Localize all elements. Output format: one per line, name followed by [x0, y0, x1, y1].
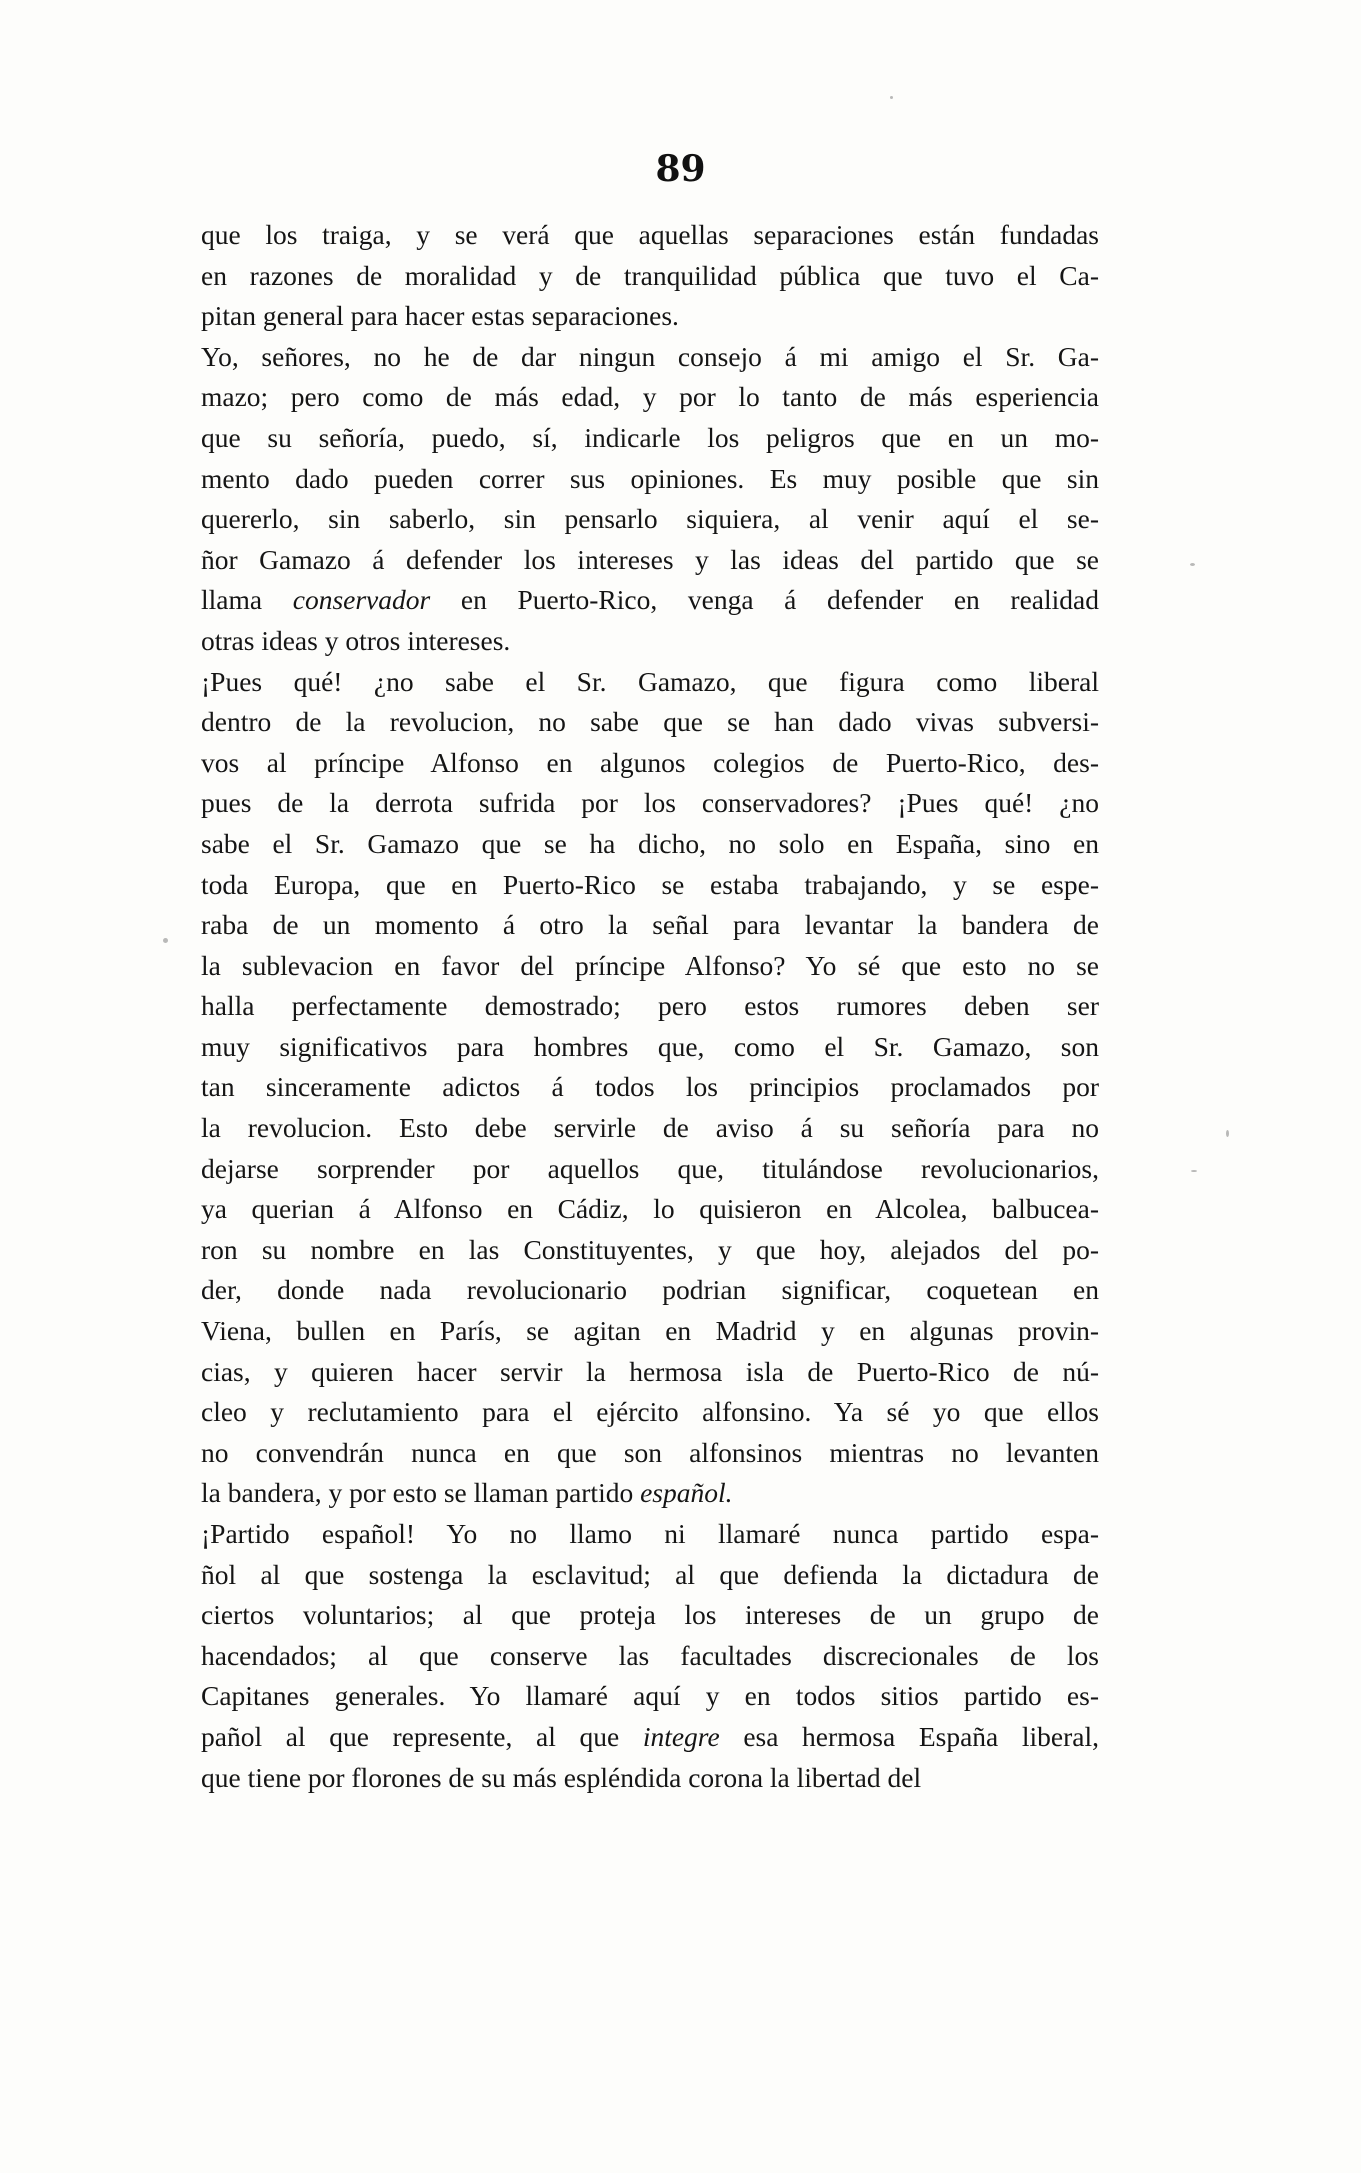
text-line: que los traiga, y se verá que aquellas separaciones están fundadas	[201, 219, 1099, 250]
text-line: pitan general para hacer estas separaciones.	[201, 300, 679, 332]
scan-speck	[1190, 563, 1195, 566]
text-line: Viena, bullen en París, se agitan en Madrid y en algunas provin-	[201, 1315, 1099, 1347]
text-line: que su señoría, puedo, sí, indicarle los peligros que en un mo-	[201, 421, 1099, 453]
page-number: 89	[655, 148, 706, 190]
text-line: sabe el Sr. Gamazo que se ha dicho, no solo en España, sino en	[201, 827, 1099, 859]
text-line: pañol al que represente, al que integre esa hermosa España liberal,	[201, 1720, 1099, 1752]
text-line: ya querian á Alfonso en Cádiz, lo quisieron en Alcolea, balbucea-	[201, 1193, 1099, 1225]
text-line: hacendados; al que conserve las facultades discrecionales de los	[201, 1639, 1099, 1671]
text-line: ñor Gamazo á defender los intereses y las ideas del partido que se	[201, 543, 1099, 575]
scan-speck	[890, 96, 893, 99]
text-line: muy significativos para hombres que, como el Sr. Gamazo, son	[201, 1030, 1099, 1062]
italic-term: integre	[642, 1720, 720, 1752]
scan-speck	[1191, 1170, 1197, 1172]
text-line: ¡Partido español! Yo no llamo ni llamaré nunca partido espa-	[201, 1518, 1099, 1549]
paragraph	[201, 337, 1099, 662]
text-line: la sublevacion en favor del príncipe Alfonso? Yo sé que esto no se	[201, 949, 1099, 981]
text-line: halla perfectamente demostrado; pero estos rumores deben ser	[201, 990, 1099, 1022]
text-line: llama conservador en Puerto-Rico, venga á defender en realidad	[201, 584, 1099, 616]
text-line: der, donde nada revolucionario podrian significar, coquetean en	[201, 1274, 1099, 1306]
text-line: la bandera, y por esto se llaman partido español.	[201, 1477, 733, 1509]
text-line: en razones de moralidad y de tranquilidad pública que tuvo el Ca-	[201, 259, 1099, 291]
text-line: Capitanes generales. Yo llamaré aquí y en todos sitios partido es-	[201, 1680, 1099, 1712]
text-line: Yo, señores, no he de dar ningun consejo á mi amigo el Sr. Ga-	[201, 340, 1099, 372]
italic-term: conservador	[292, 584, 431, 616]
text-line: raba de un momento á otro la señal para levantar la bandera de	[201, 909, 1099, 941]
paragraph	[201, 662, 1099, 1514]
text-line: pues de la derrota sufrida por los conservadores? ¡Pues qué! ¿no	[201, 787, 1099, 819]
text-line: vos al príncipe Alfonso en algunos colegios de Puerto-Rico, des-	[201, 746, 1099, 778]
text-line: mento dado pueden correr sus opiniones. Es muy posible que sin	[201, 462, 1099, 494]
body-text	[201, 215, 1099, 1798]
text-line: toda Europa, que en Puerto-Rico se estaba trabajando, y se espe-	[201, 868, 1099, 900]
text-line: ñol al que sostenga la esclavitud; al que defienda la dictadura de	[201, 1558, 1099, 1590]
text-line: cias, y quieren hacer servir la hermosa isla de Puerto-Rico de nú-	[201, 1355, 1099, 1387]
text-line: que tiene por florones de su más espléndida corona la libertad del	[201, 1761, 922, 1793]
scan-speck	[163, 938, 168, 943]
text-line: otras ideas y otros intereses.	[201, 624, 511, 656]
text-line: no convendrán nunca en que son alfonsinos mientras no levanten	[201, 1436, 1099, 1468]
text-line: ¡Pues qué! ¿no sabe el Sr. Gamazo, que figura como liberal	[201, 665, 1099, 697]
paragraph	[201, 215, 1099, 337]
paragraph	[201, 1514, 1099, 1798]
text-line: la revolucion. Esto debe servirle de aviso á su señoría para no	[201, 1112, 1099, 1144]
text-line: dejarse sorprender por aquellos que, titulándose revolucionarios,	[201, 1152, 1099, 1184]
text-line: ciertos voluntarios; al que proteja los intereses de un grupo de	[201, 1599, 1099, 1631]
text-line: quererlo, sin saberlo, sin pensarlo siquiera, al venir aquí el se-	[201, 503, 1099, 535]
italic-term: español.	[640, 1477, 733, 1509]
text-line: tan sinceramente adictos á todos los principios proclamados por	[201, 1071, 1099, 1103]
scan-speck	[1226, 1130, 1229, 1137]
text-line: mazo; pero como de más edad, y por lo tanto de más esperiencia	[201, 381, 1099, 413]
text-line: ron su nombre en las Constituyentes, y que hoy, alejados del po-	[201, 1233, 1099, 1265]
text-line: dentro de la revolucion, no sabe que se han dado vivas subversi-	[201, 706, 1099, 738]
text-line: cleo y reclutamiento para el ejército alfonsino. Ya sé yo que ellos	[201, 1396, 1099, 1428]
